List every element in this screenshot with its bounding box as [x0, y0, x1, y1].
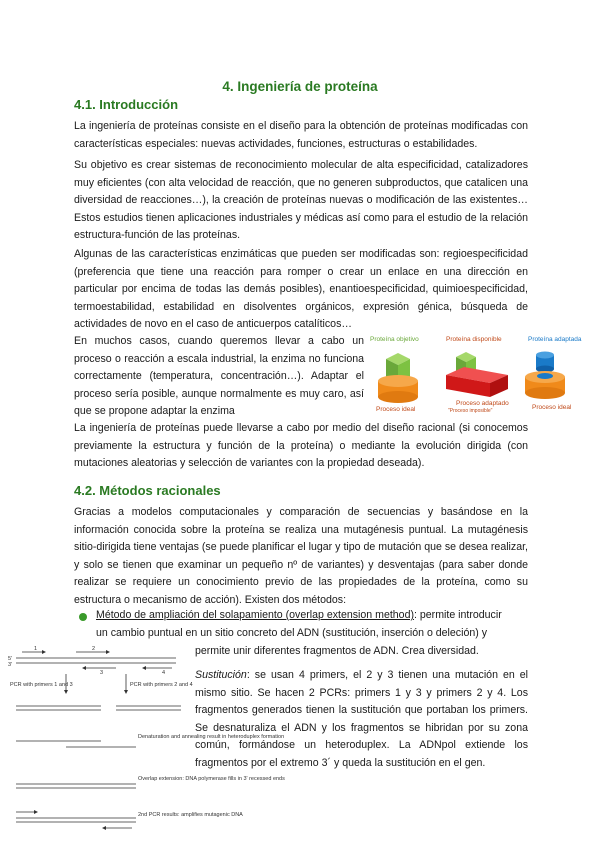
fig-label-1-bottom: Proceso ideal [376, 406, 416, 413]
substitution-text: : se usan 4 primers, el 2 y 3 tienen una mutación en el mismo sitio. Se hacen 2 PCRs: primers 1 y 3 y primers 2 y 4. Los fragmentos generados tienen la sustitución que portaban los primers. Se desnaturaliza el ADN y los fragmentos se hibridan por su zona común, formándose un heteroduplex. La ADNpol extiende los fragmentos por el extremo 3´ y queda la sustitución en el gen. [195, 669, 528, 769]
bullet-icon [79, 613, 87, 621]
substitution-paragraph [195, 667, 528, 773]
diagram-three-prime: 3' [8, 662, 13, 668]
fig-label-2-bottom: Proceso adaptado [456, 400, 509, 407]
diagram-lines [16, 652, 181, 828]
diagram-arrowheads [34, 650, 146, 830]
diagram-step-4: Overlap extension: DNA polymerase fills in 3' recessed ends [138, 776, 285, 782]
fig-label-2-top: Proteína disponible [446, 336, 502, 343]
intro-paragraph-5: La ingeniería de proteínas puede llevarse a cabo por medio del diseño racional (si conocemos previamente la estructura y función de la proteína) o mediante la evolución dirigida (con mutaciones aleatorias y selección de variantes con la propiedad deseada). [74, 422, 528, 470]
rational-paragraph-1: Gracias a modelos computacionales y comparación de secuencias y basándose en la información conocida sobre la proteína se realiza una mutagénesis puntual. La mutagénesis sitio-dirigida tiene ventajas (se puede planificar el lugar y tipo de mutación que se desea realizar, y solo se tienen que examinar un pequeño nº de variantes) y desventajas (para saber donde realizar se requiere un conocimiento previo de las propiedades de la proteína, como su estructura o mecanismo de acción). Existen dos métodos: [74, 506, 528, 606]
bullet-item [96, 607, 536, 642]
diagram-five-prime: 5' [8, 656, 13, 662]
intro-heading: 4.1. Introducción [74, 97, 179, 112]
intro-paragraph-4: En muchos casos, cuando queremos llevar a cabo un proceso o reacción a escala industrial, la enzima no funciona correctamente (temperatura, concentración…). Adaptar el proceso sería posible, aunque normalmente es muy caro, así que se propone adaptar la enzima [74, 335, 364, 418]
fig-label-2-sub: "Proceso imposible" [448, 408, 493, 414]
section-title: 4. Ingeniería de proteína [222, 79, 378, 94]
intro-paragraph-1: La ingeniería de proteínas consiste en el diseño para la obtención de proteínas modificadas con características especiales: nuevas actividades, funciones, estructuras o estabilidades. [74, 120, 528, 150]
diagram-primer-3: 3 [100, 670, 104, 676]
intro-paragraph-3: Algunas de las características enzimáticas que pueden ser modificadas son: regioespecificidad (preferencia que tiene una reacción para romper o crear un enlace en una dirección en particular por encima de todas las demás posibles), enantioespecificidad, quimioespecificidad, termoestabilidad, estabilidad en disolventes orgánicos, expresión génica, búsqueda de actividades de novo en el caso de anticuerpos catalíticos… [74, 248, 528, 331]
diagram-pcr-2: PCR with primers 2 and 4 [130, 682, 193, 688]
diagram-primer-2: 2 [92, 646, 96, 652]
diagram-primer-1: 1 [34, 646, 38, 652]
bullet-line-3-wrap [195, 643, 535, 661]
diagram-step-3: Denaturation and annealing result in heteroduplex formation [138, 734, 285, 740]
orange-cylinder-icon-3 [525, 371, 565, 399]
rational-heading: 4.2. Métodos racionales [74, 483, 221, 498]
bullet-method-title: Método de ampliación del solapamiento (overlap extension method) [96, 609, 414, 621]
diagram-pcr-1: PCR with primers 1 and 3 [10, 682, 73, 688]
intro-paragraph-2: Su objetivo es crear sistemas de reconocimiento molecular de alta especificidad, catalizadores muy eficientes (con alta velocidad de reacción, que no generen subproductos, que catalicen una diversidad de reacciones…), la creación de proteínas nuevas o modificación de las existentes… Estos estudios tienen aplicaciones industriales y médicas así como para el estudio de la relación estructura-función de las proteínas. [74, 159, 528, 242]
fig-label-1-top: Proteína objetivo [370, 336, 419, 343]
fig-label-3-bottom: Proceso ideal [532, 404, 572, 411]
blue-cylinder-icon [536, 352, 554, 373]
diagram-primer-4: 4 [162, 670, 166, 676]
diagram-step-5: 2nd PCR results: amplifies mutagenic DNA [138, 812, 243, 818]
bullet-line-2: un cambio puntual en un sitio concreto del ADN (sustitución, inserción o deleción) y [96, 626, 488, 639]
substitution-label: Sustitución [195, 669, 247, 681]
red-block-icon [446, 367, 508, 397]
orange-cylinder-icon [378, 375, 418, 403]
protein-process-figure [368, 333, 582, 415]
fig-label-3-top: Proteína adaptada [528, 336, 582, 343]
bullet-line-3: permite unir diferentes fragmentos de ADN. Crea diversidad. [195, 645, 479, 657]
bullet-line-1: : permite introducir [414, 609, 502, 621]
